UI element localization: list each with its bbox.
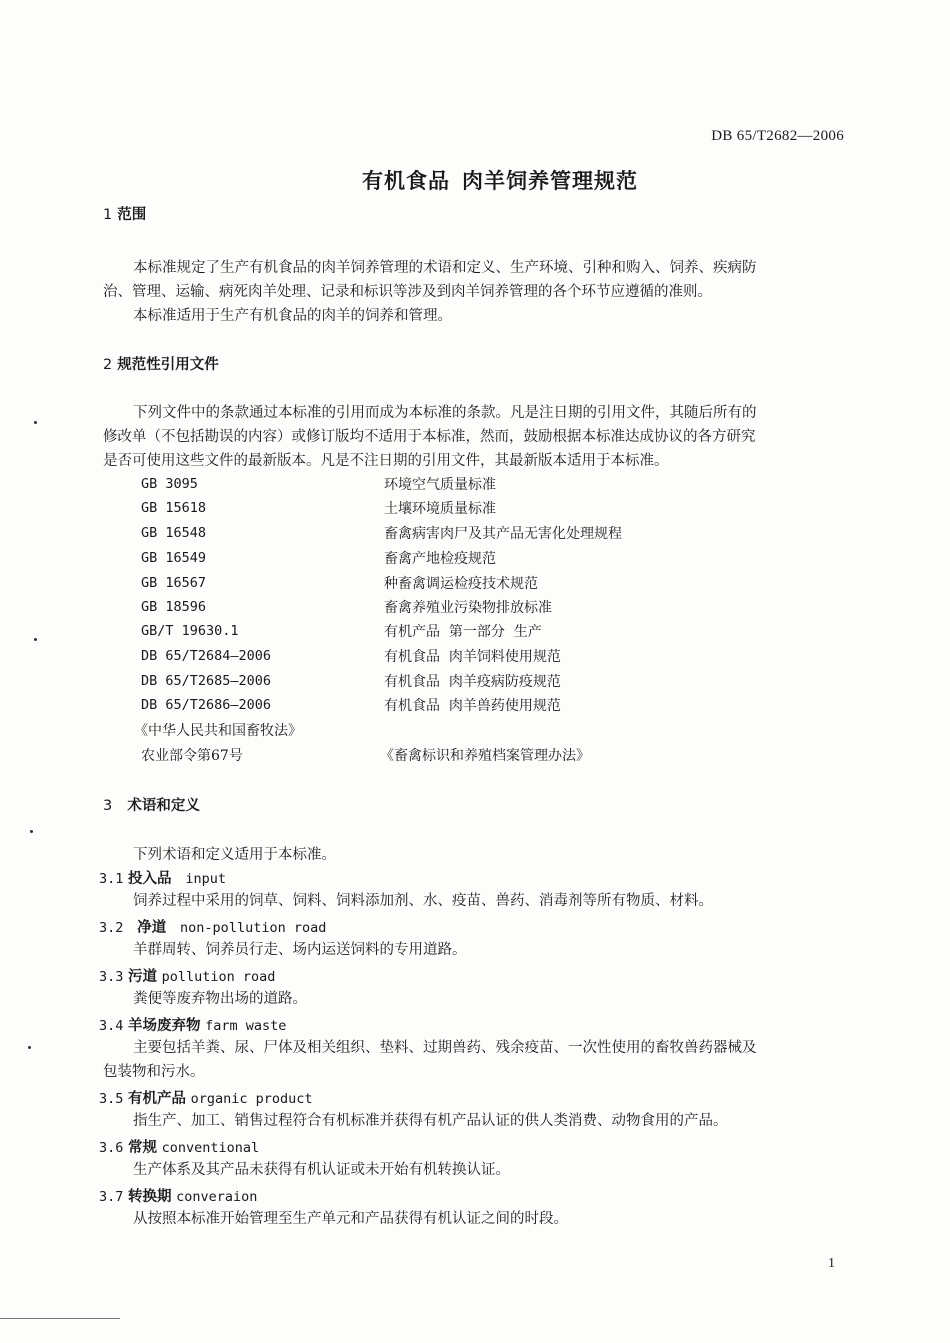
term-en: non-pollution road	[180, 920, 327, 936]
section-1-heading	[103, 203, 146, 224]
section-1-line: 本标准适用于生产有机食品的肉羊的饲养和管理。	[133, 308, 452, 324]
section-1-line: 本标准规定了生产有机食品的肉羊饲养管理的术语和定义、生产环境、引种和购入、饲养、疾病防	[133, 260, 757, 276]
decree-code: 农业部令第67号	[141, 748, 243, 764]
ref-name: 畜禽养殖业污染物排放标准	[384, 600, 552, 616]
term-definition: 主要包括羊粪、尿、尸体及相关组织、垫料、过期兽药、残余疫苗、一次性使用的畜牧兽药器械及	[133, 1040, 757, 1056]
ref-name: 畜禽产地检疫规范	[384, 551, 496, 567]
term-zh: 有机产品	[128, 1091, 186, 1107]
term-definition: 指生产、加工、销售过程符合有机标准并获得有机产品认证的供人类消费、动物食用的产品。	[133, 1113, 728, 1129]
term-heading	[99, 1014, 286, 1035]
section-1-line: 治、管理、运输、病死肉羊处理、记录和标识等涉及到肉羊饲养管理的各个环节应遵循的准则。	[103, 284, 712, 300]
ref-name: 有机食品 肉羊饲料使用规范	[384, 649, 561, 665]
scan-speck	[34, 421, 37, 424]
ref-code: GB 16548	[141, 525, 207, 541]
term-definition: 饲养过程中采用的饲草、饲料、饲料添加剂、水、疫苗、兽药、消毒剂等所有物质、材料。	[133, 893, 713, 909]
ref-name: 有机产品 第一部分 生产	[384, 624, 542, 640]
term-zh: 净道	[137, 920, 167, 936]
term-number: 3.1	[99, 871, 124, 887]
term-en: farm waste	[205, 1018, 287, 1034]
ref-name: 环境空气质量标准	[384, 477, 496, 493]
term-en: converaion	[176, 1189, 258, 1205]
ref-code: DB 65/T2686—2006	[141, 697, 272, 713]
section-number: 3	[103, 798, 113, 814]
term-definition: 从按照本标准开始管理至生产单元和产品获得有机认证之间的时段。	[133, 1211, 568, 1227]
section-3-heading	[103, 794, 200, 815]
section-2-line: 下列文件中的条款通过本标准的引用而成为本标准的条款。凡是注日期的引用文件，其随后所有的	[133, 405, 757, 421]
section-title: 范围	[117, 207, 147, 223]
term-en: conventional	[161, 1140, 260, 1156]
term-number: 3.4	[99, 1018, 124, 1034]
ref-name: 有机食品 肉羊兽药使用规范	[384, 698, 561, 714]
term-definition: 粪便等废弃物出场的道路。	[133, 991, 307, 1007]
term-en: input	[185, 871, 226, 887]
term-number: 3.5	[99, 1091, 124, 1107]
term-heading	[99, 867, 226, 888]
term-zh: 污道	[128, 969, 157, 985]
term-number: 3.7	[99, 1189, 124, 1205]
section-number: 2	[103, 357, 113, 373]
ref-name: 种畜禽调运检疫技术规范	[384, 576, 538, 592]
term-en: pollution road	[161, 969, 276, 985]
term-number: 3.2	[99, 920, 124, 936]
ref-code: GB 15618	[141, 500, 207, 516]
law-reference: 《中华人民共和国畜牧法》	[134, 723, 302, 739]
section-title: 规范性引用文件	[117, 357, 219, 373]
term-heading	[99, 1087, 313, 1108]
ref-name: 有机食品 肉羊疫病防疫规范	[384, 674, 561, 690]
scan-speck	[28, 1046, 31, 1049]
term-number: 3.3	[99, 969, 124, 985]
section-3-intro: 下列术语和定义适用于本标准。	[133, 847, 336, 863]
ref-code: GB 3095	[141, 476, 198, 492]
document-title	[0, 165, 950, 195]
ref-code: GB 16567	[141, 575, 207, 591]
title-part-1: 有机食品	[362, 169, 450, 193]
term-zh: 常规	[128, 1140, 157, 1156]
section-number: 1	[103, 207, 113, 223]
scan-speck	[30, 830, 33, 833]
term-zh: 投入品	[128, 871, 172, 887]
term-definition: 包装物和污水。	[103, 1064, 205, 1080]
term-heading	[99, 965, 275, 986]
term-zh: 转换期	[128, 1189, 172, 1205]
section-2-line: 修改单（不包括勘误的内容）或修订版均不适用于本标准，然而，鼓励根据本标准达成协议的各方研究	[103, 429, 756, 445]
page-number: 1	[828, 1256, 835, 1271]
section-2-heading	[103, 353, 219, 374]
decree-name: 《畜禽标识和养殖档案管理办法》	[380, 748, 590, 764]
document-id: DB 65/T2682—2006	[711, 128, 844, 144]
term-heading	[99, 1136, 259, 1157]
scan-edge-line	[0, 1318, 120, 1319]
term-definition: 羊群周转、饲养员行走、场内运送饲料的专用道路。	[133, 942, 467, 958]
section-title: 术语和定义	[127, 798, 200, 814]
scan-speck	[34, 638, 37, 641]
ref-code: GB/T 19630.1	[141, 623, 239, 639]
ref-code: DB 65/T2685—2006	[141, 673, 272, 689]
ref-code: DB 65/T2684—2006	[141, 648, 272, 664]
ref-code: GB 18596	[141, 599, 207, 615]
term-definition: 生产体系及其产品未获得有机认证或未开始有机转换认证。	[133, 1162, 510, 1178]
ref-name: 土壤环境质量标准	[384, 501, 496, 517]
term-en: organic product	[190, 1091, 313, 1107]
ref-code: GB 16549	[141, 550, 207, 566]
term-heading	[99, 916, 326, 937]
term-zh: 羊场废弃物	[128, 1018, 201, 1034]
ref-name: 畜禽病害肉尸及其产品无害化处理规程	[384, 526, 622, 542]
term-heading	[99, 1185, 257, 1206]
section-2-line: 是否可使用这些文件的最新版本。凡是不注日期的引用文件，其最新版本适用于本标准。	[103, 453, 669, 469]
title-part-2: 肉羊饲养管理规范	[462, 169, 638, 193]
term-number: 3.6	[99, 1140, 124, 1156]
